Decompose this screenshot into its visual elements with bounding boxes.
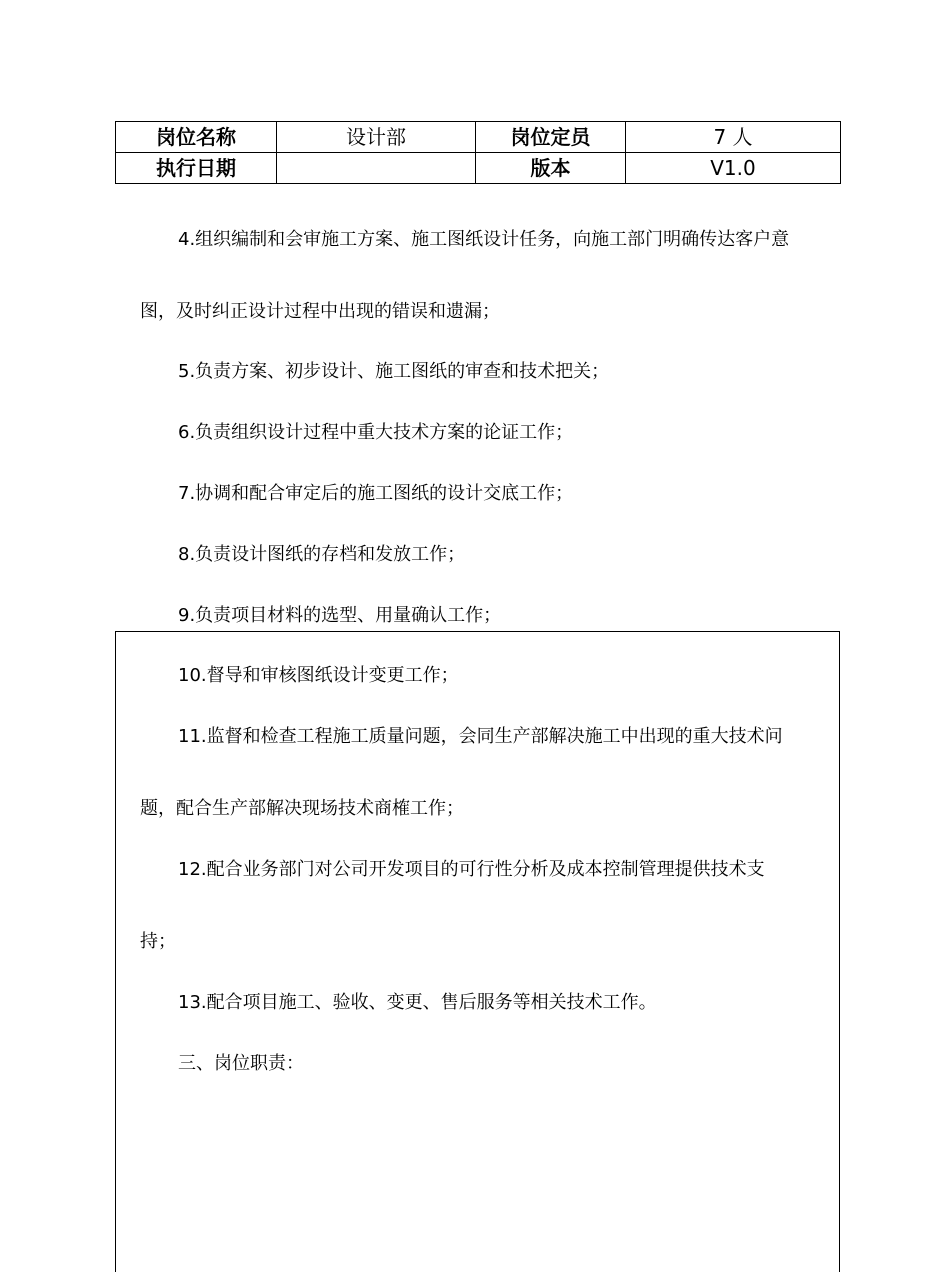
duty-item-8: 8.负责设计图纸的存档和发放工作； <box>178 544 466 565</box>
headcount-label: 岗位定员 <box>476 122 626 153</box>
effective-date-value <box>277 153 476 184</box>
duty-item-11-cont: 题，配合生产部解决现场技术商榷工作； <box>140 798 464 819</box>
duty-item-5: 5.负责方案、初步设计、施工图纸的审查和技术把关； <box>178 361 610 382</box>
duty-item-13: 13.配合项目施工、验收、变更、售后服务等相关技术工作。 <box>178 992 657 1013</box>
section-heading: 三、岗位职责： <box>178 1053 304 1074</box>
headcount-value: 7 人 <box>626 122 841 153</box>
duty-item-6: 6.负责组织设计过程中重大技术方案的论证工作； <box>178 422 574 443</box>
effective-date-label: 执行日期 <box>116 153 277 184</box>
duty-item-12-cont: 持； <box>140 931 176 952</box>
position-name-value: 设计部 <box>277 122 476 153</box>
version-label: 版本 <box>476 153 626 184</box>
duty-item-4-cont: 图，及时纠正设计过程中出现的错误和遗漏； <box>140 301 500 322</box>
duty-item-7: 7.协调和配合审定后的施工图纸的设计交底工作； <box>178 483 574 504</box>
duty-item-12: 12.配合业务部门对公司开发项目的可行性分析及成本控制管理提供技术支 <box>178 859 765 880</box>
duty-item-11: 11.监督和检查工程施工质量问题，会同生产部解决施工中出现的重大技术问 <box>178 726 783 747</box>
version-value: V1.0 <box>626 153 841 184</box>
header-row <box>116 153 841 184</box>
position-name-label: 岗位名称 <box>116 122 277 153</box>
duty-item-10: 10.督导和审核图纸设计变更工作； <box>178 665 459 686</box>
header-row <box>116 122 841 153</box>
header-table <box>115 121 841 184</box>
duty-item-9: 9.负责项目材料的选型、用量确认工作； <box>178 605 502 626</box>
duty-item-4: 4.组织编制和会审施工方案、施工图纸设计任务，向施工部门明确传达客户意 <box>178 229 790 250</box>
